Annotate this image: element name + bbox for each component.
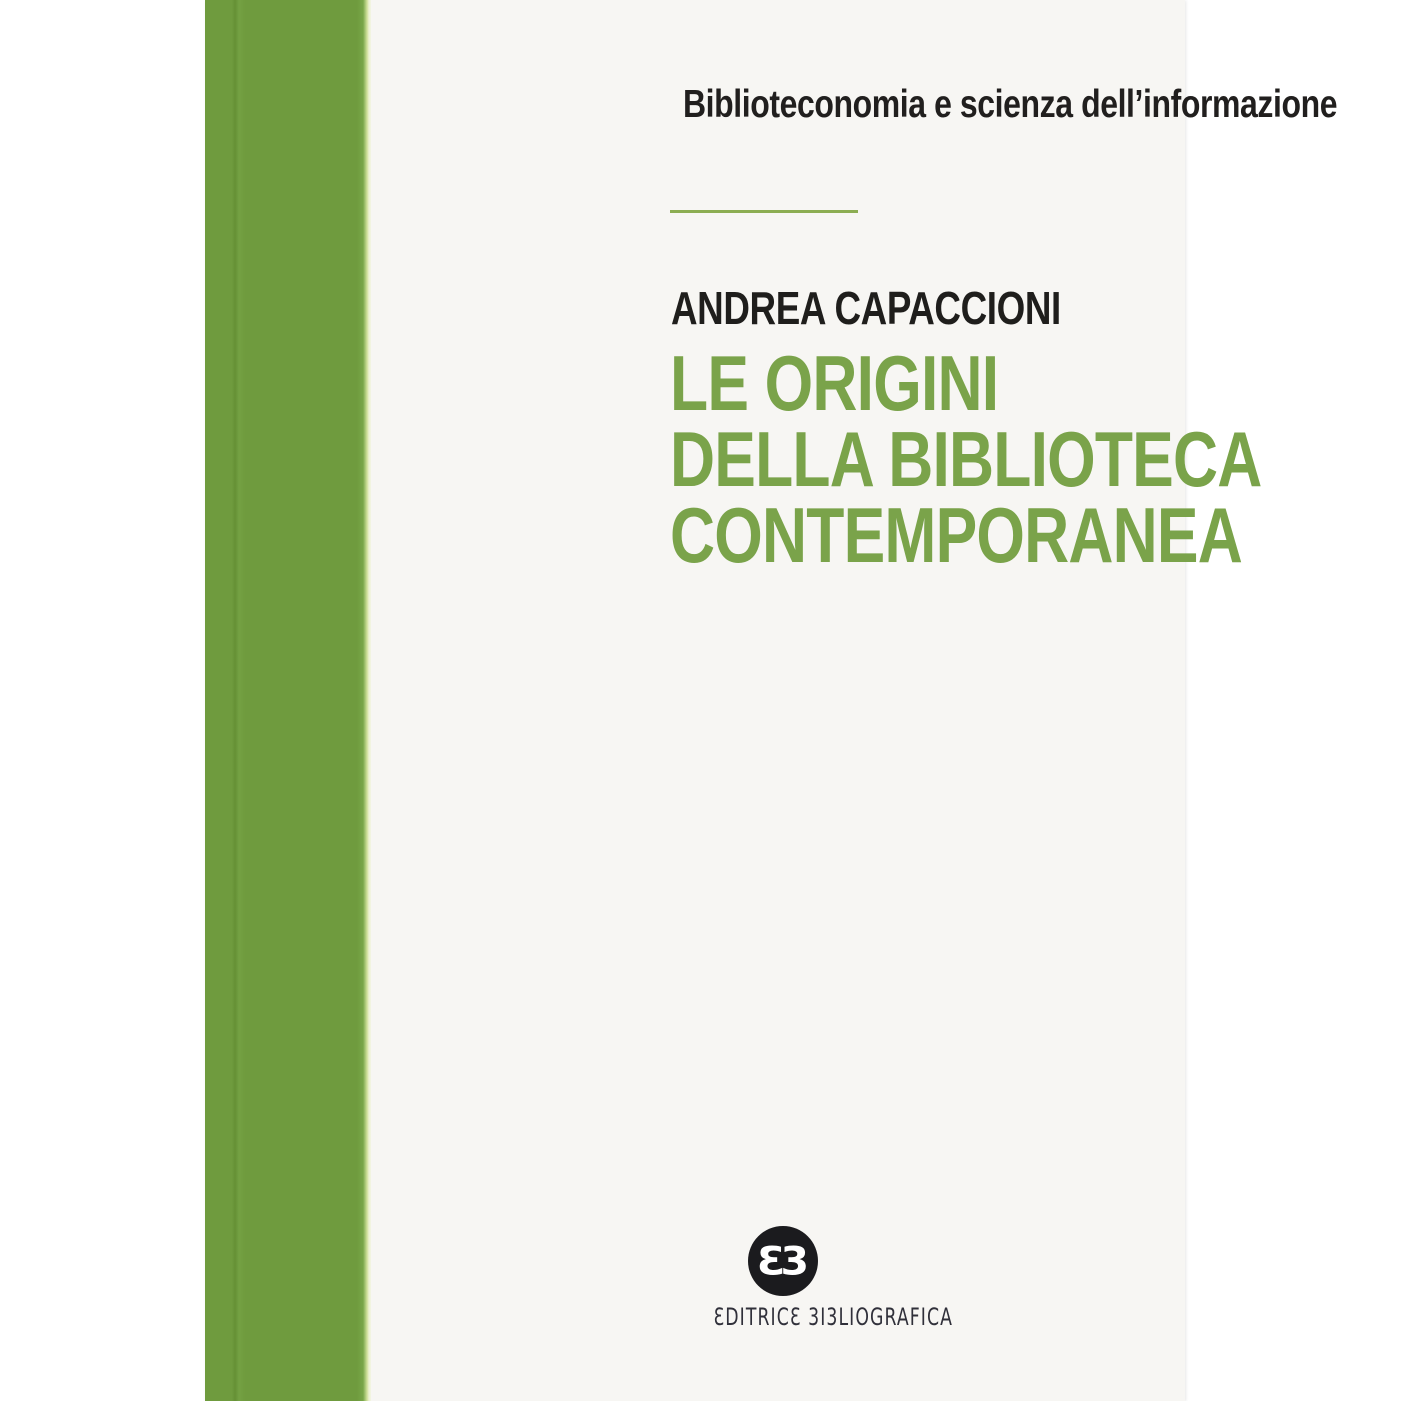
book-title-line-1 — [670, 339, 1401, 427]
publisher-logo-icon — [748, 1226, 818, 1296]
series-title-text: Biblioteconomia e scienza dell’informazione — [683, 83, 1338, 126]
spine-green-stripe — [205, 0, 371, 1401]
author-name — [671, 282, 1158, 334]
book-front-cover — [205, 0, 1338, 1401]
publisher-name — [667, 1303, 954, 1331]
author-name-text: ANDREA CAPACCIONI — [671, 282, 1061, 334]
book-title — [670, 339, 1401, 579]
publisher-block — [667, 1226, 954, 1331]
series-divider-rule — [670, 210, 858, 213]
book-title-line-3 — [670, 491, 1401, 579]
publisher-monogram: Ɛ3 — [756, 1237, 805, 1284]
series-title — [683, 85, 1401, 124]
book-title-line-2-text: DELLA BIBLIOTECA — [670, 415, 1262, 503]
book-title-line-1-text: LE ORIGINI — [670, 339, 999, 427]
publisher-name-text: ƐDITRICƐ 3I3LIOGRAFICA — [713, 1303, 954, 1331]
book-title-line-2 — [670, 415, 1401, 503]
book-title-line-3-text: CONTEMPORANEA — [670, 491, 1243, 579]
